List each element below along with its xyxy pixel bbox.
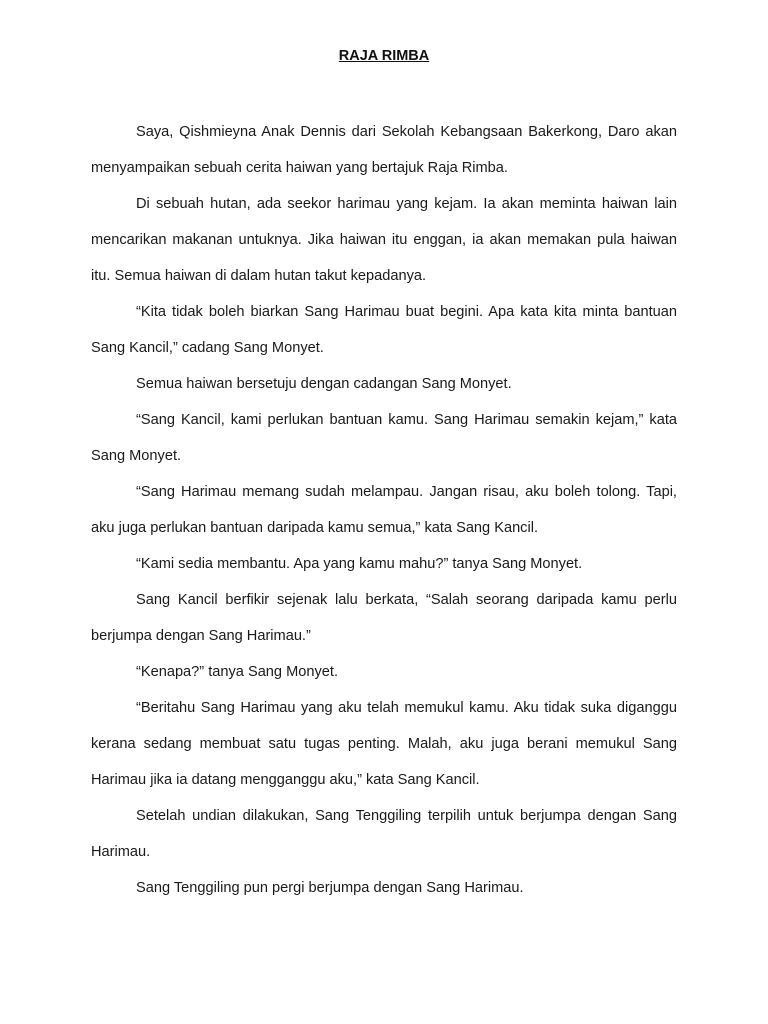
document-body [91, 114, 677, 906]
paragraph-6: “Sang Harimau memang sudah melampau. Jangan risau, aku boleh tolong. Tapi, aku juga perlukan bantuan daripada kamu semua,” kata Sang Kancil. [91, 484, 677, 536]
paragraph-9: “Kenapa?” tanya Sang Monyet. [136, 664, 339, 680]
paragraph-11: Setelah undian dilakukan, Sang Tenggiling terpilih untuk berjumpa dengan Sang Harimau. [91, 808, 677, 860]
paragraph-2: Di sebuah hutan, ada seekor harimau yang kejam. Ia akan meminta haiwan lain mencarikan makanan untuknya. Jika haiwan itu enggan, ia akan memakan pula haiwan itu. Semua haiwan di dalam hutan takut kepadanya. [91, 196, 677, 284]
paragraph-12: Sang Tenggiling pun pergi berjumpa dengan Sang Harimau. [136, 880, 524, 896]
document-title: RAJA RIMBA [338, 48, 430, 64]
paragraph-5: “Sang Kancil, kami perlukan bantuan kamu. Sang Harimau semakin kejam,” kata Sang Monyet. [91, 412, 677, 464]
paragraph-7: “Kami sedia membantu. Apa yang kamu mahu?” tanya Sang Monyet. [136, 556, 583, 572]
paragraph-3: “Kita tidak boleh biarkan Sang Harimau buat begini. Apa kata kita minta bantuan Sang Kancil,” cadang Sang Monyet. [91, 304, 677, 356]
paragraph-4: Semua haiwan bersetuju dengan cadangan Sang Monyet. [136, 376, 512, 392]
paragraph-10: “Beritahu Sang Harimau yang aku telah memukul kamu. Aku tidak suka diganggu kerana sedang membuat satu tugas penting. Malah, aku juga berani memukul Sang Harimau jika ia datang mengganggu aku,” kata Sang Kancil. [91, 700, 677, 788]
paragraph-1: Saya, Qishmieyna Anak Dennis dari Sekolah Kebangsaan Bakerkong, Daro akan menyampaikan sebuah cerita haiwan yang bertajuk Raja Rimba. [91, 124, 677, 176]
paragraph-8: Sang Kancil berfikir sejenak lalu berkata, “Salah seorang daripada kamu perlu berjumpa dengan Sang Harimau.” [91, 592, 677, 644]
